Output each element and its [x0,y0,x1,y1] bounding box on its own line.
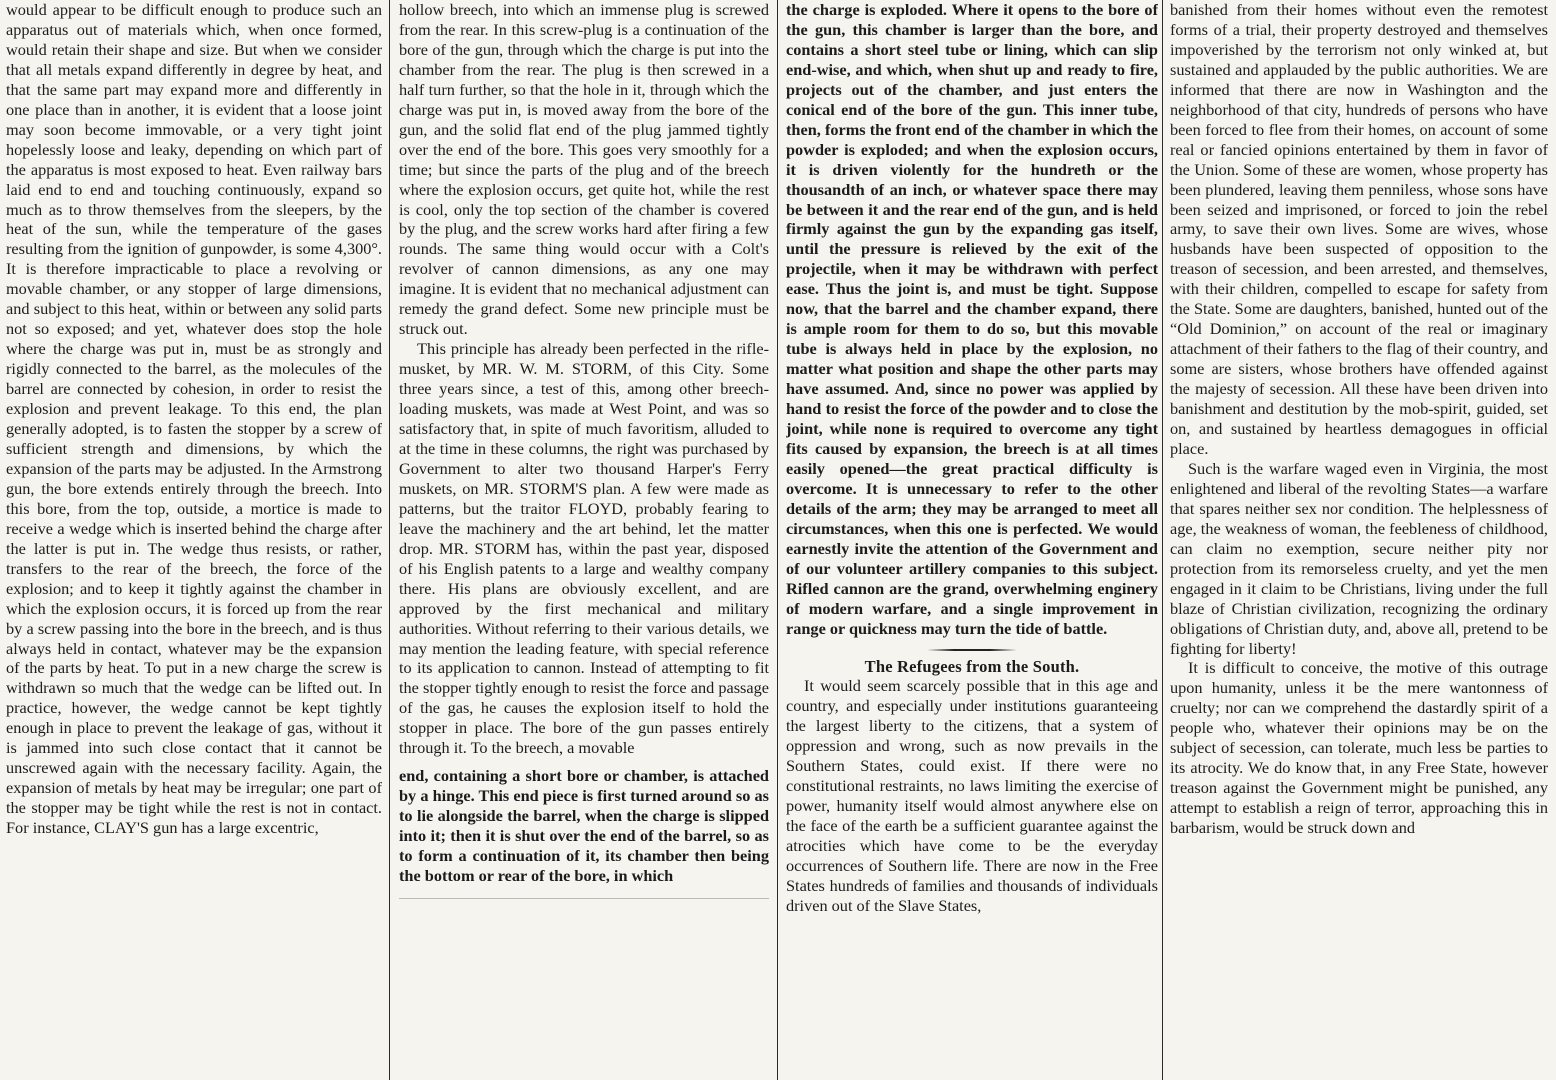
column-rule [1162,0,1163,1080]
column-rule [389,0,390,1080]
paragraph: This principle has already been perfected in the rifle-musket, by MR. W. M. STORM, of this City. Some three years since, a test of this, among other breech-loading muskets, was made at West Point, and was so satisfactory that, in spite of much favoritism, alluded to at the time in these columns, the right was purchased by Government to alter two thousand Harper's Ferry muskets, on MR. STORM'S plan. A few were made as patterns, but the traitor FLOYD, probably fearing to leave the machinery and the art behind, let the matter drop. MR. STORM has, within the past year, disposed of his English patents to a large and wealthy company there. His plans are obviously excellent, and are approved by the first mechanical and military authorities. Without referring to their various details, we may mention the leading feature, with special reference to its application to cannon. Instead of attempting to fit the stopper tightly enough to resist the force and passage of the gas, he causes the explosion itself to hold the stopper in place. The bore of the gun passes entirely through it. To the breech, a movable [399,339,769,758]
fold-line [399,898,769,899]
article-headline: The Refugees from the South. [864,656,1080,676]
column-1 [6,0,382,1080]
paragraph: It is difficult to conceive, the motive of this outrage upon humanity, unless it be the mere wantonness of cruelty; nor can we comprehend the dastardly spirit of a people who, whatever their opinions may be on the subject of secession, can tolerate, much less be parties to its atrocity. We do know that, in any Free State, however treason against the Government might be punished, any attempt to establish a reign of terror, approaching this in barbarism, would be struck down and [1170,658,1548,838]
column-3 [786,0,1158,1080]
column-2 [399,0,769,1080]
column-4 [1170,0,1548,1080]
paragraph: the charge is exploded. Where it opens to the bore of the gun, this chamber is larger than the bore, and contains a short steel tube or lining, which can slip end-wise, and which, when shut up and ready to fire, projects out of the chamber, and just enters the conical end of the bore of the gun. This inner tube, then, forms the front end of the chamber in which the powder is exploded; and when the explosion occurs, it is driven violently for the hundreth or the thousandth of an inch, or whatever space there may be between it and the rear end of the gun, and is held firmly against the gun by the expanding gas itself, until the pressure is relieved by the exit of the projectile, when it may be withdrawn with perfect ease. Thus the joint is, and must be tight. Suppose now, that the barrel and the chamber expand, there is ample room for them to do so, but this movable tube is always held in place by the explosion, no matter what position and shape the other parts may have assumed. And, since no power was applied by hand to resist the force of the powder and to close the joint, while none is required to overcome any tight fits caused by expansion, the breech is at all times easily opened—the great practical difficulty is overcome. It is unnecessary to refer to the other details of the arm; they may be arranged to meet all circumstances, when this one is perfected. We would earnestly invite the attention of the Government and of our volunteer artillery companies to this subject. Rifled cannon are the grand, overwhelming enginery of modern warfare, and a single improvement in range or quickness may turn the tide of battle. [786,0,1158,638]
paragraph: Such is the warfare waged even in Virginia, the most enlightened and liberal of the revolting States—a warfare that spares neither sex nor condition. The helplessness of age, the weakness of woman, the feebleness of childhood, can claim no exemption, secure neither pity nor protection from its remorseless cruelty, and yet the men engaged in it claim to be Christians, living under the full blaze of Christian civilization, recognizing the ordinary obligations of Christian duty, and, above all, pretend to be fighting for liberty! [1170,458,1548,658]
paragraph: hollow breech, into which an immense plug is screwed from the rear. In this screw-plug is a continuation of the bore of the gun, through which the charge is put into the chamber from the rear. The plug is then screwed in a half turn further, so that the hole in it, through which the charge was put in, is moved away from the bore of the gun, and the solid flat end of the plug jammed tightly over the end of the bore. This goes very smoothly for a time; but since the parts of the plug and of the breech where the explosion occurs, get quite hot, while the rest is cool, only the top section of the chamber is covered by the plug, and the screw works hard after firing a few rounds. The same thing would occur with a Colt's revolver of cannon dimensions, as any one may imagine. It is evident that no mechanical adjustment can remedy the grand defect. Some new principle must be struck out. [399,0,769,339]
paragraph: end, containing a short bore or chamber, is attached by a hinge. This end piece is first turned around so as to lie alongside the barrel, when the charge is slipped into it; then it is shut over the end of the barrel, so as to form a continuation of it, its chamber then being the bottom or rear of the bore, in which [399,766,769,885]
section-divider [927,649,1017,651]
paragraph: It would seem scarcely possible that in this age and country, and especially under institutions guaranteeing the largest liberty to the citizens, that a system of oppression and wrong, such as now prevails in the Southern States, could exist. If there were no constitutional restraints, no laws limiting the exercise of power, humanity itself would almost anywhere else on the face of the earth be a sufficient guarantee against the atrocities which have come to be the everyday occurrences of Southern life. There are now in the Free States hundreds of families and thousands of individuals driven out of the Slave States, [786,676,1158,915]
paragraph: would appear to be difficult enough to produce such an apparatus out of materials which, when once formed, would retain their shape and size. But when we consider that all metals expand differently in degree by heat, and that the same part may expand more and differently in one place than in another, it is evident that a loose joint may soon become immovable, or a very tight joint hopelessly loose and leaky, depending on which part of the apparatus is most exposed to heat. Even railway bars laid end to end and touching continuously, expand so much as to throw themselves from the sleepers, by the heat of the sun, while the temperature of the gases resulting from the ignition of gunpowder, is some 4,300°. It is therefore impracticable to place a revolving or movable chamber, or any stopper of large dimensions, and subject to this heat, within or between any solid parts not so exposed; and yet, whatever does stop the hole where the charge was put in, must be as strongly and rigidly connected to the barrel, as the molecules of the barrel are connected by cohesion, in order to resist the explosion and prevent leakage. To this end, the plan generally adopted, is to fasten the stopper by a screw of sufficient strength and dimensions, by which the expansion of the parts may be adjusted. In the Armstrong gun, the bore extends entirely through the breech. Into this bore, from the top, outside, a mortice is made to receive a wedge which is inserted behind the charge after the latter is put in. The wedge thus resists, or rather, transfers to the rear of the breech, the force of the explosion; and to keep it tightly against the chamber in which the explosion occurs, it is forced up from the rear by a screw passing into the bore in the breech, and is thus always held in contact, whatever may be the expansion of the parts by heat. To put in a new charge the screw is withdrawn so much that the wedge can be lifted out. In practice, however, the wedge cannot be kept tightly enough in place to prevent the leakage of gas, without it is jammed into such close contact that it cannot be unscrewed again with the necessary facility. Again, the expansion of metals by heat may be irregular; one part of the stopper may be tight while the rest is not in contact. For instance, CLAY'S gun has a large excentric, [6,0,382,838]
column-rule [777,0,778,1080]
paragraph: banished from their homes without even the remotest forms of a trial, their property destroyed and themselves impoverished by the terrorism not only winked at, but sustained and applauded by the public authorities. We are informed that there are now in Washington and the neighborhood of that city, hundreds of persons who have been forced to flee from their homes, on account of some real or fancied opinions entertained by them in favor of the Union. Some of these are women, whose property has been plundered, leaving them penniless, whose sons have been seized and imprisoned, or forced to join the rebel army, to save their own lives. Some are wives, whose husbands have been suspected of opposition to the treason of secession, and been arrested, and themselves, with their children, compelled to escape for safety from the State. Some are daughters, banished, hunted out of the “Old Dominion,” on account of the real or imaginary attachment of their fathers to the flag of their country, and some are sisters, whose brothers have offended against the majesty of secession. All these have been driven into banishment and destitution by the mob-spirit, guided, set on, and sustained by heartless demagogues in official place. [1170,0,1548,458]
